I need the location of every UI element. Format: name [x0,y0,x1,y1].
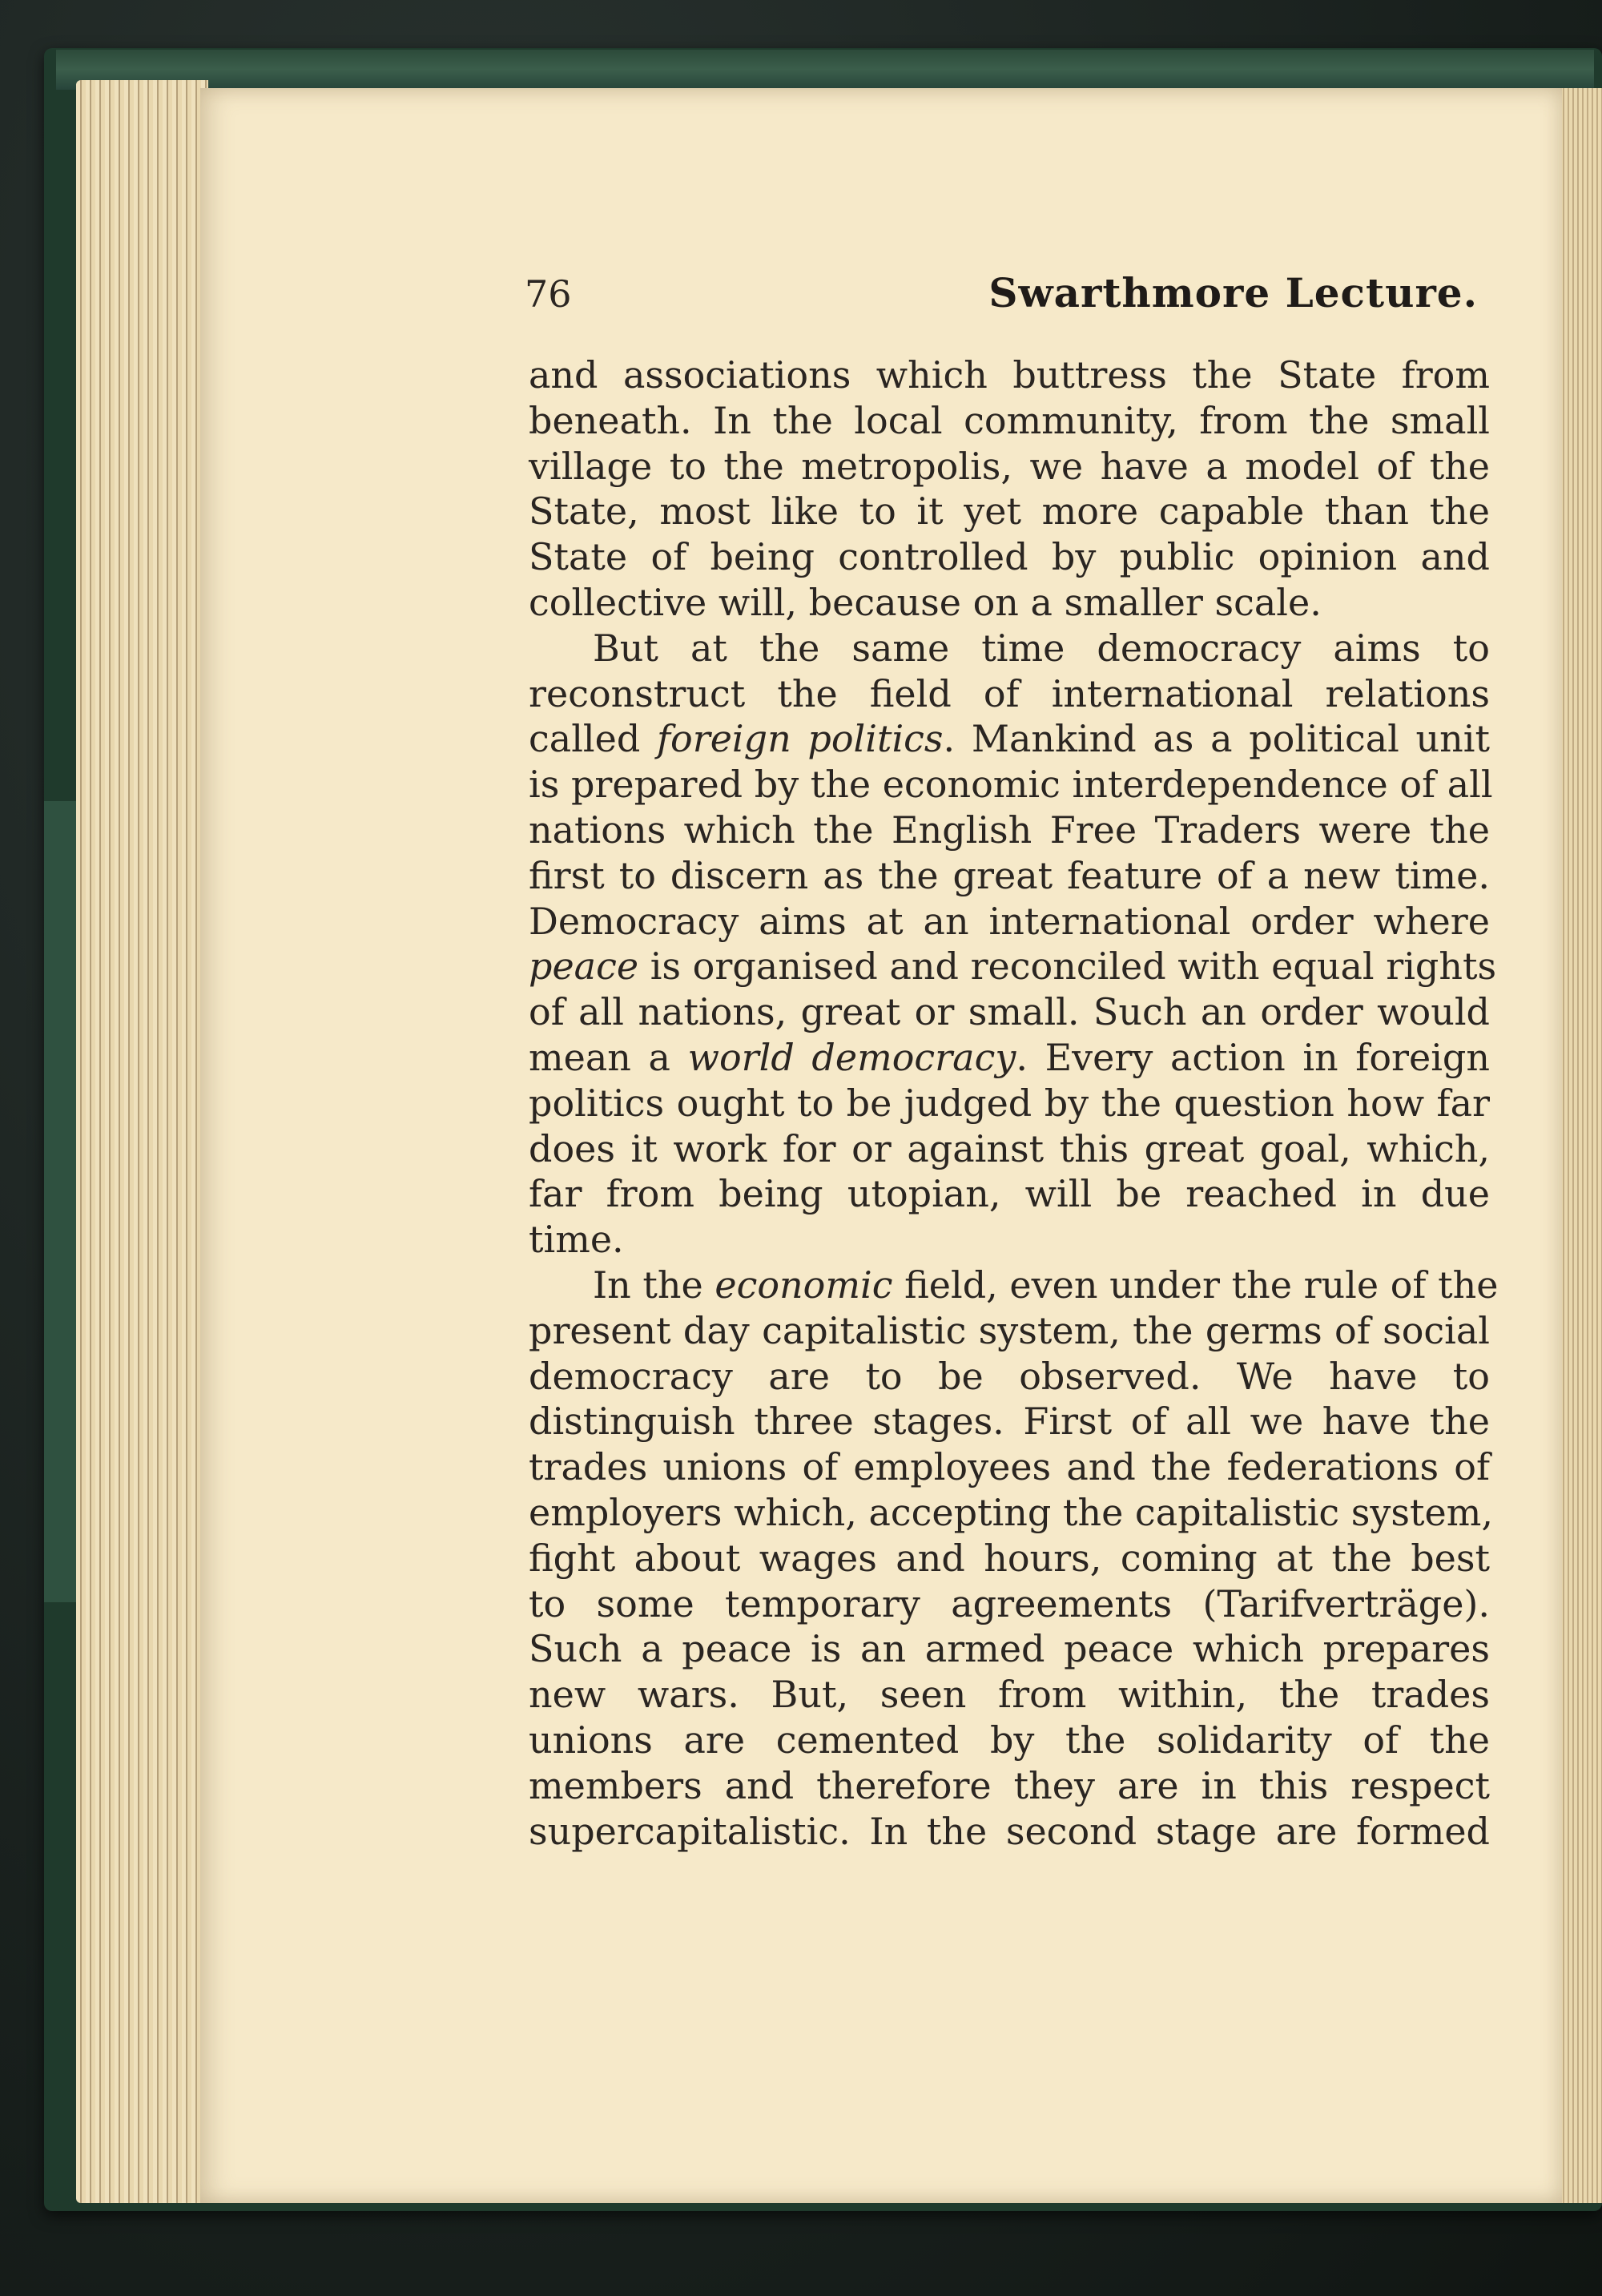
text-line [529,489,1490,534]
text-line [529,1171,1490,1217]
text-line [529,762,1493,808]
text-line [529,1399,1490,1444]
text-segment: democracy are to be observed. We have to [529,1354,1490,1398]
text-line [529,1081,1490,1126]
text-segment: of all nations, great or small. Such an order would [529,990,1490,1034]
text-segment: called [529,717,657,761]
text-line [529,398,1490,444]
body-text [529,352,1499,1854]
text-segment: collective will, because on a smaller scale. [529,580,1322,624]
text-line [529,1308,1490,1354]
italic-text-segment: economic [714,1263,893,1307]
text-line [529,626,1490,671]
text-line [529,1217,1490,1263]
text-segment: mean a [529,1035,688,1079]
text-segment: distinguish three stages. First of all we have the [529,1400,1490,1444]
text-segment: Democracy aims at an international order where [529,899,1490,943]
text-segment: trades unions of employees and the federations of [529,1445,1490,1489]
text-line [529,1035,1490,1081]
text-segment: and associations which buttress the State from [529,353,1490,397]
text-segment: to some temporary agreements (Tarifverträge). [529,1581,1490,1625]
text-segment: is organised and reconciled with equal rights [638,945,1497,989]
text-segment: supercapitalistic. In the second stage are formed [529,1809,1490,1853]
page-number: 76 [525,272,572,316]
running-head [525,269,1478,328]
text-line [529,1626,1490,1672]
text-line [529,808,1490,853]
text-segment: fight about wages and hours, coming at the best [529,1536,1490,1580]
text-line [529,899,1490,945]
text-segment: unions are cemented by the solidarity of the [529,1718,1490,1762]
text-segment: beneath. In the local community, from the small [529,398,1490,442]
text-line [529,580,1490,626]
text-line [529,1672,1490,1718]
text-segment: field, even under the rule of the [892,1263,1499,1307]
text-line [529,1809,1490,1855]
text-segment: first to discern as the great feature of a new time. [529,853,1490,897]
running-title: Swarthmore Lecture. [988,269,1478,316]
text-segment: nations which the English Free Traders were the [529,808,1490,852]
cover-edge [56,50,1594,90]
italic-text-segment: world democracy [687,1035,1016,1079]
italic-text-segment: peace [529,945,639,989]
page-edges-left [76,80,208,2203]
text-segment: State of being controlled by public opinion and [529,535,1490,579]
text-line [529,352,1490,398]
text-line [529,989,1490,1035]
text-segment: reconstruct the field of international relations [529,671,1490,715]
text-segment: State, most like to it yet more capable than the [529,489,1490,534]
text-line [529,1718,1490,1763]
text-line [529,1490,1493,1536]
text-segment: employers which, accepting the capitalistic system, [529,1490,1493,1534]
text-segment: politics ought to be judged by the question how far [529,1081,1490,1125]
text-segment: is prepared by the economic interdependence of all [529,763,1493,807]
text-segment: . Mankind as a political unit [943,717,1491,761]
text-line [529,716,1490,762]
text-segment: But at the same time democracy aims to [593,626,1490,670]
text-segment: members and therefore they are in this respect [529,1763,1490,1807]
text-line [529,1126,1490,1172]
text-line [529,853,1490,899]
text-line [529,1536,1490,1581]
text-segment: far from being utopian, will be reached in due [529,1172,1490,1216]
text-segment: village to the metropolis, we have a model of the [529,444,1490,488]
text-line [529,534,1490,580]
text-segment: does it work for or against this great goal, which, [529,1126,1490,1170]
text-segment: In the [593,1263,715,1307]
text-line [529,1263,1499,1308]
text-segment: new wars. But, seen from within, the trades [529,1673,1490,1717]
text-line [529,444,1490,489]
italic-text-segment: foreign politics [656,717,944,761]
text-segment: time. [529,1218,624,1262]
text-segment: . Every action in foreign [1016,1035,1491,1079]
text-line [529,1581,1490,1627]
text-line [529,944,1497,989]
text-line [529,1444,1490,1490]
text-line [529,671,1490,717]
text-segment: Such a peace is an armed peace which prepares [529,1627,1490,1671]
text-segment: present day capitalistic system, the germs of social [529,1308,1490,1352]
text-line [529,1354,1490,1400]
text-line [529,1763,1490,1809]
